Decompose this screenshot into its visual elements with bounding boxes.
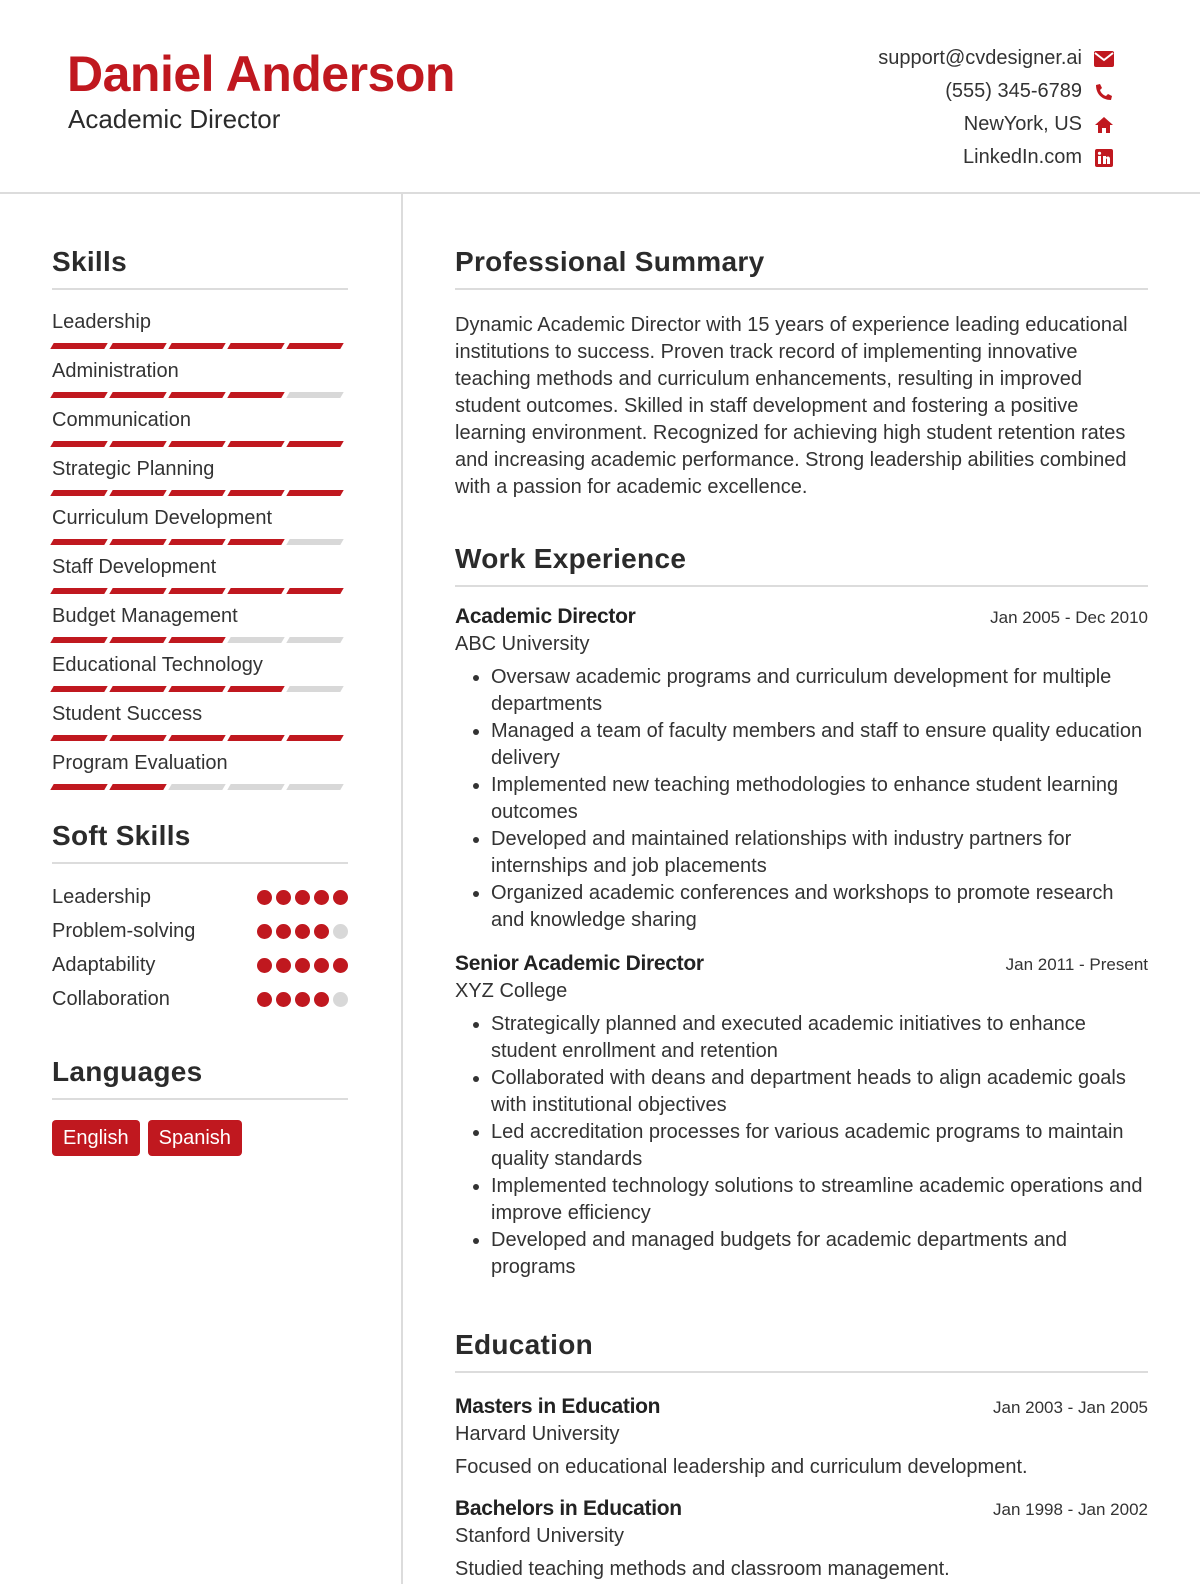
education-title: Education — [455, 1329, 1148, 1373]
rating-dot — [295, 890, 310, 905]
education-description: Focused on educational leadership and curriculum development. — [455, 1456, 1028, 1478]
skill-level-bar — [52, 441, 348, 447]
skill-level-segment — [286, 490, 343, 496]
skill-level-segment — [286, 686, 343, 692]
skill-level-segment — [50, 735, 107, 741]
job-date: Jan 2011 - Present — [1005, 955, 1148, 974]
skill-level-segment — [168, 539, 225, 545]
skill-level-segment — [227, 441, 284, 447]
contact-phone[interactable] — [878, 75, 1114, 108]
job-header — [455, 952, 1148, 976]
rating-dot — [333, 924, 348, 939]
rating-dot — [333, 992, 348, 1007]
skill-level-segment — [109, 490, 166, 496]
education-header — [455, 1395, 1148, 1419]
skill-level-segment — [109, 392, 166, 398]
contact-phone-text: (555) 345-6789 — [945, 80, 1082, 102]
skill-level-segment — [227, 735, 284, 741]
column-divider — [401, 194, 403, 1584]
soft-skill-item — [52, 982, 348, 1016]
envelope-icon — [1094, 49, 1114, 69]
rating-dot — [314, 924, 329, 939]
skill-level-segment — [286, 637, 343, 643]
soft-skills-section — [52, 820, 348, 1016]
soft-skill-rating — [253, 890, 348, 905]
summary-title: Professional Summary — [455, 246, 1148, 290]
skill-level-bar — [52, 588, 348, 594]
skill-level-segment — [227, 588, 284, 594]
job-bullets — [455, 1011, 1148, 1281]
skill-level-segment — [227, 490, 284, 496]
skill-level-segment — [227, 686, 284, 692]
skill-level-segment — [50, 441, 107, 447]
soft-skill-rating — [253, 958, 348, 973]
job-date: Jan 2005 - Dec 2010 — [990, 608, 1148, 627]
resume-header — [0, 0, 1200, 194]
rating-dot — [295, 924, 310, 939]
job-bullet: • Implemented technology solutions to streamline academic operations and improve efficiency — [491, 1173, 1148, 1227]
rating-dot — [314, 958, 329, 973]
rating-dot — [333, 958, 348, 973]
skill-level-segment — [109, 539, 166, 545]
skill-level-bar — [52, 637, 348, 643]
job-entry — [455, 605, 1148, 934]
right-column — [455, 246, 1148, 1581]
skill-level-segment — [50, 343, 107, 349]
rating-dot — [257, 958, 272, 973]
language-badge: Spanish — [148, 1120, 242, 1156]
education-school: Harvard University — [455, 1423, 620, 1445]
skill-level-segment — [50, 539, 107, 545]
skill-item — [52, 310, 348, 345]
skill-name: Leadership — [52, 311, 151, 333]
skill-level-segment — [109, 686, 166, 692]
job-bullet: • Developed and maintained relationships with industry partners for internships and job placements — [491, 826, 1148, 880]
contact-location — [878, 108, 1114, 141]
skill-item — [52, 751, 348, 786]
skill-name: Budget Management — [52, 605, 238, 627]
education-entry — [455, 1497, 1148, 1581]
skill-level-segment — [168, 686, 225, 692]
skill-name: Student Success — [52, 703, 203, 725]
soft-skill-item — [52, 914, 348, 948]
education-school: Stanford University — [455, 1525, 624, 1547]
rating-dot — [257, 924, 272, 939]
skill-level-segment — [227, 637, 284, 643]
job-entry — [455, 952, 1148, 1281]
soft-skills-title: Soft Skills — [52, 820, 348, 864]
education-entry — [455, 1395, 1148, 1479]
skills-section — [52, 246, 348, 786]
skill-item — [52, 604, 348, 639]
job-title: Senior Academic Director — [455, 952, 704, 975]
skill-level-segment — [109, 343, 166, 349]
contact-linkedin[interactable] — [878, 141, 1114, 174]
soft-skill-name: Leadership — [52, 885, 151, 908]
skill-level-segment — [50, 637, 107, 643]
skill-level-bar — [52, 539, 348, 545]
skill-level-segment — [109, 735, 166, 741]
skill-level-segment — [50, 686, 107, 692]
languages-section — [52, 1056, 348, 1156]
job-bullet: • Implemented new teaching methodologies to enhance student learning outcomes — [491, 772, 1148, 826]
skill-level-segment — [50, 392, 107, 398]
summary-section — [455, 246, 1148, 501]
skill-level-segment — [109, 637, 166, 643]
soft-skill-name: Adaptability — [52, 953, 156, 976]
rating-dot — [314, 890, 329, 905]
skill-name: Administration — [52, 360, 179, 382]
skill-name: Educational Technology — [52, 654, 263, 676]
soft-skill-item — [52, 880, 348, 914]
skill-item — [52, 506, 348, 541]
education-date: Jan 1998 - Jan 2002 — [992, 1500, 1148, 1519]
skill-level-segment — [286, 588, 343, 594]
skill-level-segment — [227, 784, 284, 790]
skill-level-segment — [109, 784, 166, 790]
job-title: Academic Director — [455, 605, 636, 628]
skill-level-segment — [286, 392, 343, 398]
rating-dot — [276, 992, 291, 1007]
skill-item — [52, 408, 348, 443]
rating-dot — [333, 890, 348, 905]
job-header — [455, 605, 1148, 629]
skill-name: Staff Development — [52, 556, 217, 578]
skill-level-segment — [109, 441, 166, 447]
job-bullet: • Led accreditation processes for various academic programs to maintain quality standards — [491, 1119, 1148, 1173]
skill-level-segment — [168, 784, 225, 790]
rating-dot — [276, 958, 291, 973]
skill-level-segment — [286, 539, 343, 545]
job-bullet: • Developed and managed budgets for academic departments and programs — [491, 1227, 1148, 1281]
skill-level-segment — [50, 784, 107, 790]
education-header — [455, 1497, 1148, 1521]
skill-level-segment — [168, 490, 225, 496]
skill-level-segment — [168, 735, 225, 741]
skill-level-segment — [227, 392, 284, 398]
skill-level-segment — [50, 588, 107, 594]
skill-level-segment — [109, 588, 166, 594]
soft-skill-name: Collaboration — [52, 987, 170, 1010]
rating-dot — [295, 992, 310, 1007]
skill-name: Curriculum Development — [52, 507, 273, 529]
rating-dot — [276, 890, 291, 905]
phone-icon — [1094, 82, 1114, 102]
job-organization: XYZ College — [455, 980, 568, 1002]
skill-level-segment — [50, 490, 107, 496]
skill-level-bar — [52, 343, 348, 349]
skill-level-bar — [52, 784, 348, 790]
skill-level-bar — [52, 686, 348, 692]
job-bullets — [455, 664, 1148, 934]
education-description: Studied teaching methods and classroom management. — [455, 1558, 950, 1580]
skills-title: Skills — [52, 246, 348, 290]
linkedin-icon — [1094, 148, 1114, 168]
contact-email[interactable] — [878, 42, 1114, 75]
candidate-name: Daniel Anderson — [67, 46, 455, 102]
experience-section — [455, 543, 1148, 1281]
job-organization: ABC University — [455, 633, 590, 655]
skill-level-bar — [52, 392, 348, 398]
left-column — [52, 246, 348, 1156]
skill-level-segment — [168, 392, 225, 398]
skill-level-bar — [52, 735, 348, 741]
summary-text: Dynamic Academic Director with 15 years of experience leading educational institutions to success. Proven track record of implementing innovative teaching methods and curriculum enhancements, resulting in improved student outcomes. Skilled in staff development and fostering a positive learning environment. Recognized for achieving high student retention rates and increasing academic performance. Strong leadership abilities combined with a passion for academic excellence. — [455, 314, 1128, 498]
contact-list — [878, 42, 1114, 174]
skill-item — [52, 702, 348, 737]
job-bullet: • Oversaw academic programs and curriculum development for multiple departments — [491, 664, 1148, 718]
candidate-role: Academic Director — [68, 104, 281, 134]
skill-item — [52, 653, 348, 688]
soft-skill-rating — [253, 992, 348, 1007]
education-degree: Bachelors in Education — [455, 1497, 682, 1520]
skill-level-segment — [168, 343, 225, 349]
rating-dot — [314, 992, 329, 1007]
rating-dot — [295, 958, 310, 973]
job-bullet: • Organized academic conferences and workshops to promote research and knowledge sharing — [491, 880, 1148, 934]
contact-email-text: support@cvdesigner.ai — [878, 47, 1082, 69]
education-date: Jan 2003 - Jan 2005 — [992, 1398, 1148, 1417]
skill-level-bar — [52, 490, 348, 496]
education-section — [455, 1329, 1148, 1581]
soft-skill-name: Problem-solving — [52, 919, 196, 942]
languages-title: Languages — [52, 1056, 348, 1100]
rating-dot — [257, 890, 272, 905]
skill-level-segment — [286, 784, 343, 790]
language-badge: English — [52, 1120, 140, 1156]
skill-level-segment — [286, 441, 343, 447]
rating-dot — [257, 992, 272, 1007]
home-icon — [1094, 115, 1114, 135]
contact-linkedin-text: LinkedIn.com — [963, 146, 1082, 168]
skill-item — [52, 555, 348, 590]
skill-level-segment — [168, 441, 225, 447]
education-degree: Masters in Education — [455, 1395, 661, 1418]
skill-level-segment — [227, 343, 284, 349]
skill-item — [52, 457, 348, 492]
skill-level-segment — [286, 343, 343, 349]
contact-location-text: NewYork, US — [963, 113, 1082, 135]
rating-dot — [276, 924, 291, 939]
job-bullet: • Strategically planned and executed academic initiatives to enhance student enrollment and retention — [491, 1011, 1148, 1065]
job-bullet: • Collaborated with deans and department heads to align academic goals with institutional objectives — [491, 1065, 1148, 1119]
skill-name: Program Evaluation — [52, 752, 228, 774]
skill-level-segment — [168, 588, 225, 594]
skill-name: Strategic Planning — [52, 458, 215, 480]
skill-level-segment — [286, 735, 343, 741]
skill-item — [52, 359, 348, 394]
job-bullet: • Managed a team of faculty members and staff to ensure quality education delivery — [491, 718, 1148, 772]
experience-title: Work Experience — [455, 543, 1148, 587]
skill-name: Communication — [52, 409, 191, 431]
skill-level-segment — [168, 637, 225, 643]
soft-skill-rating — [253, 924, 348, 939]
skill-level-segment — [227, 539, 284, 545]
soft-skill-item — [52, 948, 348, 982]
